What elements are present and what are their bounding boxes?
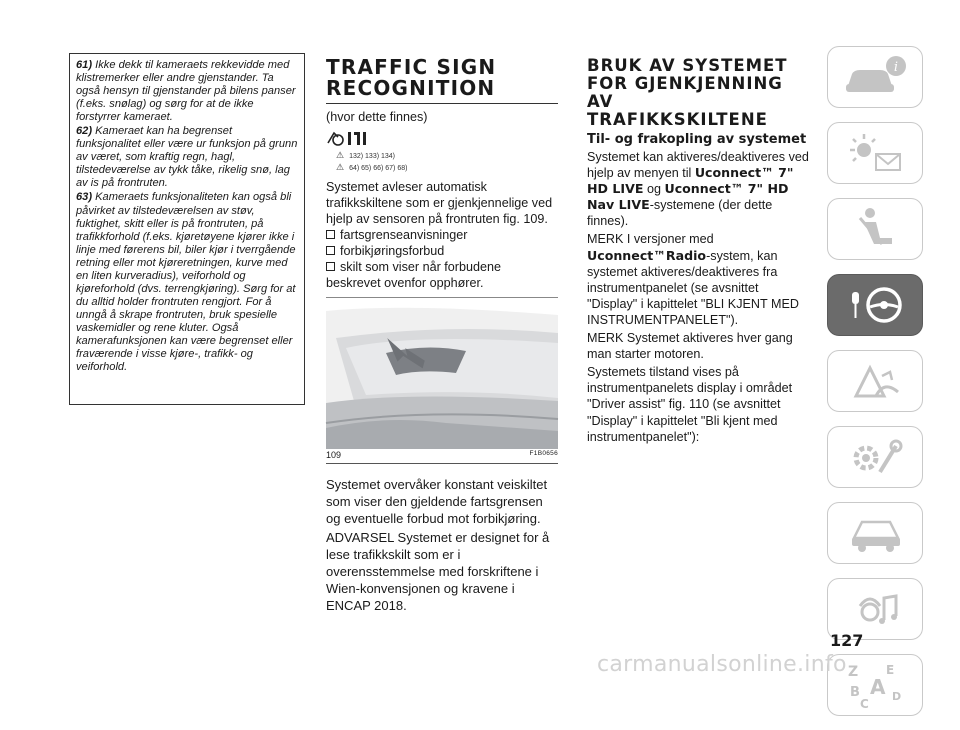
warning-number: 61) xyxy=(76,59,93,71)
seat-safety-icon[interactable] xyxy=(827,198,923,260)
warning-triangle-icon: ⚠ xyxy=(336,150,345,160)
list-item xyxy=(326,227,558,243)
activation-paragraph xyxy=(587,149,809,229)
steering-key-icon[interactable] xyxy=(827,274,923,336)
page-number: 127 xyxy=(830,631,864,650)
para-text: -systemene (der dette finnes). xyxy=(587,198,773,229)
list-continuation: beskrevet ovenfor opphører. xyxy=(326,276,484,290)
chapter-sidebar xyxy=(827,46,923,730)
warning-text: Kameraet kan ha begrenset funksjonalitet eller være ur funksjon på grunn av været, som kraftig regn, hagl, tilstedeværelse av tykk tåke, rikelig snø, lag av is på frontruten. xyxy=(76,125,298,190)
figure-code: F1B0656 xyxy=(529,450,558,457)
refs-note xyxy=(326,162,558,174)
warning-63 xyxy=(76,191,298,374)
svg-text:Z: Z xyxy=(848,664,859,680)
list-rule xyxy=(326,297,558,298)
checkbox-icon xyxy=(326,246,335,255)
checkbox-icon xyxy=(326,230,335,239)
warning-text: Kameraets funksjonaliteten kan også bli påvirket av tilstedeværelsen av støv, fuktighet, skitt eller is på frontruten, på trafikkforhold (f.eks. kjøretøyene kjører ikke i linje med førerens bil, biler kjør i tverrgående retning eller mot kjøreretningen, kurve med en liten kurveradius), veiforhold og kjøreforhold (dvs. terrengkjøring). Sørg for at du alltid holder frontruten rengjort. For å unngå å skrape frontruten, bruk spesielle vaskemidler og rene kluter. Også kamerafunksjonen kan være begrenset eller fraværende i visse kjøre-, trafikk- og veiforhold. xyxy=(76,191,296,374)
car-windshield-illustration xyxy=(326,303,558,449)
para-text: Systemet kan aktiveres/deaktiveres ved hjelp av menyen til xyxy=(587,150,809,181)
monitor-text: Systemet overvåker konstant veiskiltet som viser den gjeldende fartsgrensen og eventuelle forbud mot forbikjøring. xyxy=(326,477,548,526)
svg-text:A: A xyxy=(870,675,886,699)
list-item-text: forbikjøringsforbud xyxy=(340,244,445,258)
emergency-icon[interactable] xyxy=(827,350,923,412)
tech-data-icon[interactable] xyxy=(827,502,923,564)
warning-lights-icon[interactable] xyxy=(827,122,923,184)
figure-number: 109 xyxy=(326,450,342,460)
maintenance-icon[interactable] xyxy=(827,426,923,488)
warning-number: 63) xyxy=(76,191,93,204)
usage-title-line: BRUK AV SYSTEMET xyxy=(587,56,788,75)
warnings-box xyxy=(69,53,305,405)
para-text: MERK I versjoner med xyxy=(587,232,714,247)
section-title xyxy=(326,57,558,99)
watermark: carmanualsonline.info xyxy=(597,652,847,677)
note-triangle-icon: ⚠ xyxy=(336,162,345,172)
uconnect-hd-live: Uconnect™ 7" HD LIVE xyxy=(587,165,794,197)
engine-note-paragraph: MERK Systemet aktiveres hver gang man starter motoren. xyxy=(587,331,793,362)
section-subtitle: (hvor dette finnes) xyxy=(326,110,428,124)
traffic-sign-section xyxy=(326,57,558,614)
uconnect-radio: Uconnect™Radio xyxy=(587,247,707,263)
figure-caption xyxy=(326,450,558,464)
advarsel-text: ADVARSEL Systemet er designet for å lese trafikkskilt som er i overensstemmelse med forskriftene i Wien-konvensjonen og kravene i ENCAP 2018. xyxy=(326,530,550,613)
traffic-sign-icon-row xyxy=(326,128,558,150)
usage-title-line: TRAFIKKSKILTENE xyxy=(587,110,768,129)
figure-109 xyxy=(326,303,558,449)
usage-section xyxy=(587,57,809,445)
section-title-line2: RECOGNITION xyxy=(326,76,496,100)
usage-title-line: FOR GJENKJENNING AV xyxy=(587,74,783,111)
list-item-text: fartsgrenseanvisninger xyxy=(340,228,468,242)
svg-text:i: i xyxy=(893,60,899,75)
list-item xyxy=(326,259,558,275)
car-info-icon[interactable] xyxy=(827,46,923,108)
warning-text: Ikke dekk til kameraets rekkevidde med klistremerker eller andre gjenstander. Ta også hensyn til gjenstander på bilens panser (f.eks. snølag) og sørg for at de ikke forstyrrer kameraet. xyxy=(76,59,296,124)
intro-text: Systemet avleser automatisk trafikkskiltene som er gjenkjennelige ved hjelp av sensoren på frontruten fig. 109. xyxy=(326,180,553,226)
para-text: og xyxy=(643,182,665,197)
usage-subtitle: Til- og frakopling av systemet xyxy=(587,132,807,147)
checkbox-icon xyxy=(326,262,335,271)
warning-number: 62) xyxy=(76,125,93,138)
list-item xyxy=(326,243,558,259)
warning-61 xyxy=(76,59,298,124)
section-title-line1: TRAFFIC SIGN xyxy=(326,55,497,79)
svg-text:E: E xyxy=(886,663,895,677)
list-item-text: skilt som viser når forbudene xyxy=(340,260,501,274)
para-text: -system, kan systemet aktiveres/deaktiveres fra instrumentpanelet (se avsnittet "Display" i kapittelet "BLI KJENT MED INSTRUMENTPANELET"). xyxy=(587,248,799,327)
svg-text:B: B xyxy=(850,685,860,700)
svg-text:C: C xyxy=(860,697,869,711)
title-rule xyxy=(326,103,558,104)
status-paragraph: Systemets tilstand vises på instrumentpanelets display i området "Driver assist" fig. 110 (se avsnittet "Display" i kapittelet "Bli kjent med instrumentpanelet"): xyxy=(587,365,793,444)
refs-note-text: 64) 65) 66) 67) 68) xyxy=(349,165,408,172)
refs-warning-text: 132) 133) 134) xyxy=(349,153,395,160)
radio-note-paragraph xyxy=(587,231,809,328)
refs-warning xyxy=(326,150,558,162)
traffic-sign-camera-icon xyxy=(326,129,370,149)
warning-62 xyxy=(76,125,298,190)
uconnect-hd-nav-live: Uconnect™ 7" HD Nav LIVE xyxy=(587,181,789,213)
svg-text:D: D xyxy=(892,690,902,703)
usage-title xyxy=(587,57,809,129)
